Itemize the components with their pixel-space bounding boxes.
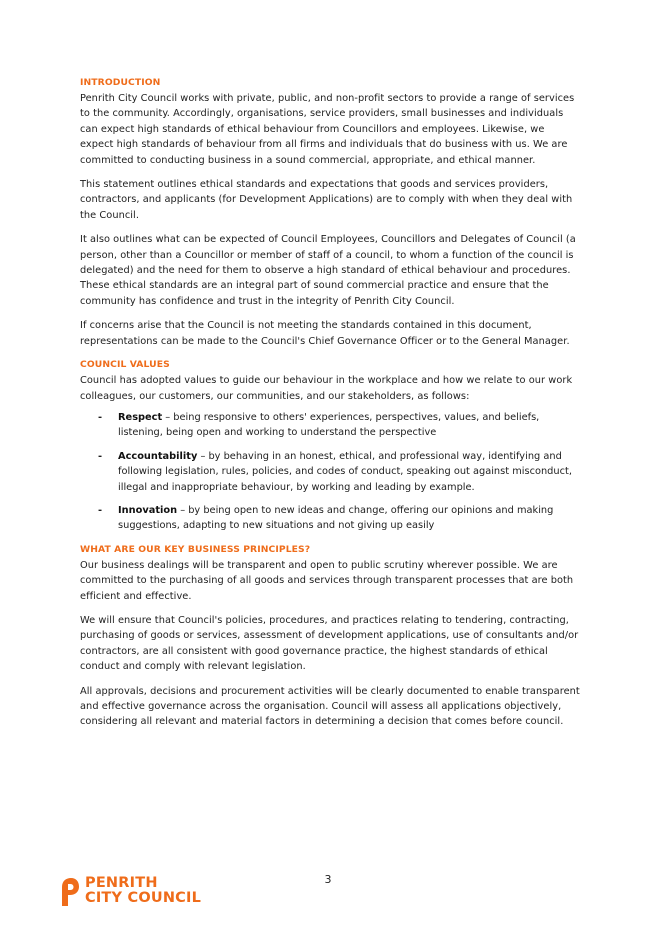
value-term: Accountability bbox=[118, 450, 198, 462]
value-item-accountability bbox=[80, 449, 580, 495]
value-description: – by behaving in an honest, ethical, and professional way, identifying and following legislation, rules, policies, and codes of conduct, speaking out against misconduct, illegal and inappropriate behaviour, by working and leading by example. bbox=[118, 450, 572, 493]
business-principles-paragraph-1: Our business dealings will be transparent and open to public scrutiny wherever possible. We are committed to the purchasing of all goods and services through transparent processes that are both efficient and effective. bbox=[80, 559, 574, 602]
section-business-principles bbox=[80, 543, 580, 730]
value-item-innovation bbox=[80, 503, 580, 534]
page-number: 3 bbox=[324, 873, 332, 886]
council-values-heading: COUNCIL VALUES bbox=[80, 359, 170, 371]
introduction-paragraph-3: It also outlines what can be expected of Council Employees, Councillors and Delegates of Council (a person, other than a Councillor or member of staff of a council, to whom a function of the council is delegated) and the need for them to observe a high standard of ethical behaviour and procedures. These ethical standards are an integral part of sound commercial practice and ensure that the community has confidence and trust in the integrity of Penrith City Council. bbox=[80, 234, 576, 307]
document-body bbox=[80, 76, 580, 739]
bullet-dash: - bbox=[98, 411, 103, 423]
introduction-heading: INTRODUCTION bbox=[80, 77, 161, 88]
section-council-values bbox=[80, 358, 580, 534]
business-principles-paragraph-3: All approvals, decisions and procurement activities will be clearly documented to enable transparent and effective governance across the organisation. Council will assess all applications objectively, considering all relevant and material factors in determining a decision that comes before council. bbox=[80, 685, 580, 728]
introduction-paragraph-2: This statement outlines ethical standards and expectations that goods and services providers, contractors, and applicants (for Development Applications) are to comply with when they deal with the Council. bbox=[80, 179, 573, 221]
logo-line-2: CITY COUNCIL bbox=[85, 890, 202, 906]
section-introduction bbox=[80, 76, 580, 349]
introduction-paragraph-1: Penrith City Council works with private, public, and non-profit sectors to provide a range of services to the community. Accordingly, organisations, service providers, small businesses and individuals can expect high standards of ethical behaviour from Councillors and employees. Likewise, we expect high standards of behaviour from all firms and individuals that do business with us. We are committed to conducting business in a sound commercial, appropriate, and ethical manner. bbox=[80, 93, 575, 166]
penrith-p-logo-icon bbox=[60, 876, 80, 908]
bullet-dash: - bbox=[98, 504, 103, 516]
value-description: – by being open to new ideas and change, offering our opinions and making suggestions, adapting to new situations and not giving up easily bbox=[118, 504, 554, 532]
logo-line-1: PENRITH bbox=[85, 875, 158, 891]
penrith-city-council-logo bbox=[60, 876, 201, 908]
value-item-respect bbox=[80, 410, 580, 441]
council-values-list bbox=[80, 410, 580, 534]
introduction-paragraph-4: If concerns arise that the Council is not meeting the standards contained in this document, representations can be made to the Council's Chief Governance Officer or to the General Manager. bbox=[80, 320, 570, 347]
value-term: Respect bbox=[118, 411, 163, 423]
business-principles-paragraph-2: We will ensure that Council's policies, procedures, and practices relating to tendering, contracting, purchasing of goods or services, assessment of development applications, use of consultants and/or contractors, are all consistent with good governance practice, the highest standards of ethical conduct and comply with relevant legislation. bbox=[80, 614, 579, 673]
value-term: Innovation bbox=[118, 504, 178, 516]
bullet-dash: - bbox=[98, 450, 103, 462]
council-values-intro: Council has adopted values to guide our behaviour in the workplace and how we relate to our work colleagues, our customers, our communities, and our stakeholders, as follows: bbox=[80, 375, 573, 402]
business-principles-heading: WHAT ARE OUR KEY BUSINESS PRINCIPLES? bbox=[80, 543, 311, 555]
logo-wordmark bbox=[85, 876, 201, 906]
value-description: – being responsive to others' experiences, perspectives, values, and beliefs, listening, being open and working to understand the perspective bbox=[118, 411, 540, 439]
